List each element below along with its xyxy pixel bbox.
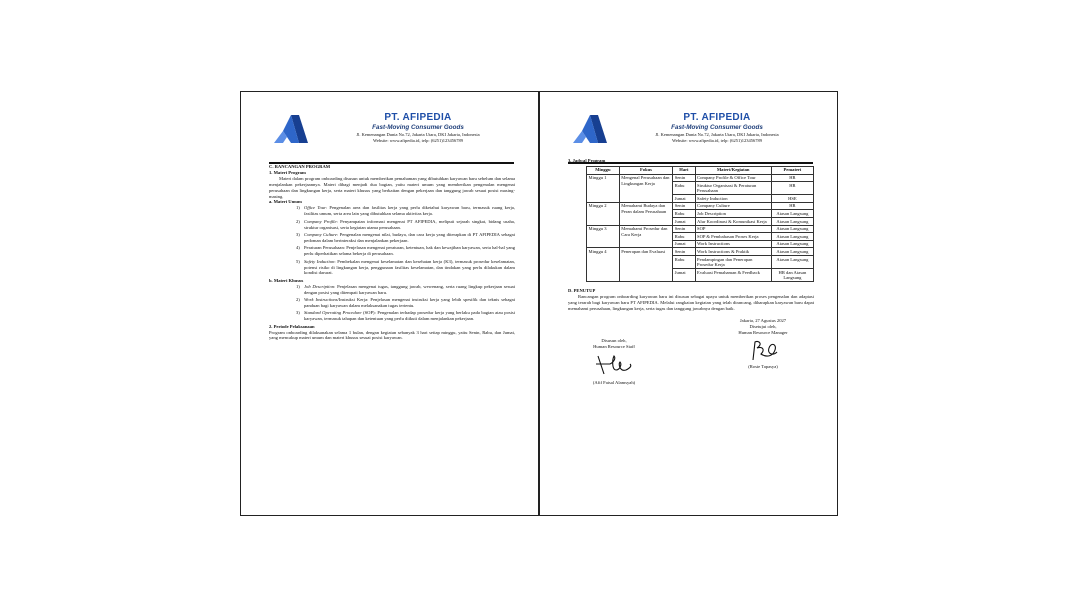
list-number: 1) — [296, 283, 300, 289]
list-number: 3) — [296, 231, 300, 237]
list-item-separator: : — [336, 218, 341, 224]
activity-cell: Struktur Organisasi & Peraturan Perusahaan — [695, 182, 771, 195]
company-website: Website: www.afipedia.id, telp: (6251)123456789 — [372, 138, 464, 143]
signature-label: Disetujui oleh, — [749, 324, 777, 330]
paragraph: Rancangan program onboarding karyawan baru ini disusun sebagai upaya untuk memberikan proses pengenalan dan adaptasi yang terarah bagi karyawan baru PT AFIPEDIA. Melalui rangkaian kegiatan yang telah dirancang, diharapkan karyawan baru dapat memahami perusahaan, lingkungan kerja, serta tugas dan tanggung jawabnya dengan baik. — [568, 294, 814, 312]
day-cell: Jumat — [673, 218, 695, 226]
list-item-title: Office Tour — [304, 205, 326, 211]
list-item-text: Pengenalan area dan fasilitas kerja yang perlu diketahui karyawan baru, termasuk ruang kerja, fasilitas umum, serta area lain yang dibutuhkan selama aktivitas kerja. — [304, 205, 515, 217]
list-item-title: Job Description — [304, 283, 335, 289]
list-number: 3) — [296, 310, 300, 316]
list-item — [296, 284, 515, 296]
company-website: Website: www.afipedia.id, telp: (6251)123456789 — [671, 138, 763, 143]
table-header-row — [587, 166, 814, 174]
focus-cell: Penerapan dan Evaluasi — [619, 248, 672, 282]
signature-date: Jakarta, 27 Agustus 2027 — [739, 318, 787, 324]
list-item-text: Penjelasan mengenai instruksi kerja yang lebih spesifik dan teknis sebagai panduan bagi karyawan dalam melaksanakan tugas tertentu. — [304, 297, 515, 308]
letterhead — [241, 106, 539, 158]
letterhead — [540, 106, 838, 158]
day-cell: Rabu — [673, 182, 695, 195]
activity-cell: Work Instructions — [695, 240, 771, 248]
table-row — [587, 225, 814, 233]
list-item-separator: (SOP): — [361, 310, 378, 316]
list-number: 2) — [296, 297, 300, 303]
activity-cell: Pendampingan dan Penerapan Prosedur Kerja — [695, 256, 771, 269]
activity-cell: Company Culture — [695, 202, 771, 210]
list-item-title: Standard Operating Procedure — [304, 310, 362, 316]
document-page-1 — [240, 91, 539, 516]
list-number: 5) — [296, 258, 300, 264]
activity-cell: Safety Induction — [695, 195, 771, 203]
speaker-cell: Atasan Langsung — [771, 210, 813, 218]
list-item — [296, 245, 515, 257]
materi-khusus-list — [296, 284, 515, 322]
table-row — [587, 248, 814, 256]
column-header: Pemateri — [771, 166, 813, 174]
company-tagline: Fast-Moving Consumer Goods — [671, 124, 763, 131]
speaker-cell: Atasan Langsung — [771, 248, 813, 256]
day-cell: Senin — [673, 174, 695, 182]
column-header: Materi/Kegiatan — [695, 166, 771, 174]
list-item-separator: : — [336, 231, 340, 237]
materi-umum-list — [296, 205, 515, 276]
company-name: PT. AFIPEDIA — [384, 112, 452, 123]
table-row — [587, 202, 814, 210]
day-cell: Rabu — [673, 256, 695, 269]
speaker-cell: Atasan Langsung — [771, 240, 813, 248]
signature-name: (Afif Faisal Alamsyah) — [592, 380, 636, 386]
list-item-title: Company Culture — [304, 231, 337, 237]
list-item-text: Pengenalan terhadap prosedur kerja yang berlaku pada bagian atau posisi karyawan, termasuk tahapan dan ketentuan yang perlu diikuti dalam menjalankan pekerjaan. — [304, 310, 515, 322]
signature-name: (Rosie Tapasya) — [748, 364, 778, 370]
speaker-cell: Atasan Langsung — [771, 233, 813, 241]
list-number: 1) — [296, 205, 300, 211]
day-cell: Senin — [673, 225, 695, 233]
list-number: 2) — [296, 218, 300, 224]
list-item-text: Penyampaian informasi mengenai PT AFIPEDIA, meliputi sejarah singkat, bidang usaha, struktur organisasi, serta kegiatan utama perusahaan. — [304, 218, 515, 230]
focus-cell: Mengenal Perusahaan dan Lingkungan Kerja — [619, 174, 672, 202]
column-header: Minggu — [587, 166, 620, 174]
list-item-title: Company Profile — [304, 218, 337, 224]
day-cell: Rabu — [673, 233, 695, 241]
week-cell: Minggu 2 — [587, 202, 620, 225]
speaker-cell: Atasan Langsung — [771, 256, 813, 269]
schedule-table — [586, 166, 814, 283]
section-heading: C. RANCANGAN PROGRAM — [269, 164, 331, 169]
company-address: Jl. Kemenangan Dunia No.72, Jakarta Utara, DKI Jakarta, Indonesia — [356, 132, 480, 137]
sub-heading: b. Materi Khusus — [269, 277, 304, 283]
day-cell: Jumat — [673, 269, 695, 282]
activity-cell: SOP & Pembahasan Proses Kerja — [695, 233, 771, 241]
section-heading: D. PENUTUP — [568, 288, 596, 294]
page-1-content — [269, 164, 515, 341]
activity-cell: Evaluasi Pemahaman & Feedback — [695, 269, 771, 282]
speaker-cell: HSE — [771, 195, 813, 203]
list-item-title: Safety Induction — [304, 258, 335, 264]
speaker-cell: Atasan Langsung — [771, 218, 813, 226]
list-item-separator: : — [334, 283, 338, 289]
focus-cell: Memahami Budaya dan Peran dalam Perusahaan — [619, 202, 672, 225]
speaker-cell: Atasan Langsung — [771, 225, 813, 233]
subsection-heading: 1. Materi Program — [269, 169, 306, 175]
signature-area — [568, 318, 814, 398]
activity-cell: Work Instructions & Praktik — [695, 248, 771, 256]
activity-cell: SOP — [695, 225, 771, 233]
list-item — [296, 232, 515, 244]
week-cell: Minggu 1 — [587, 174, 620, 202]
page-2-content — [568, 158, 814, 398]
day-cell: Jumat — [673, 195, 695, 203]
list-item-text: Peraturan Perusahaan: Penjelasan mengenai peraturan, ketentuan, hak dan kewajiban karyawan, serta hal-hal yang perlu diperhatikan selama bekerja di perusahaan. — [304, 245, 515, 257]
list-item-title: Work Instructions — [304, 297, 338, 303]
subsection-heading: 3. Jadwal Program — [568, 158, 606, 163]
day-cell: Rabu — [673, 210, 695, 218]
column-header: Hari — [673, 166, 695, 174]
column-header: Fokus — [619, 166, 672, 174]
left-signature-block — [576, 338, 652, 386]
company-tagline: Fast-Moving Consumer Goods — [372, 124, 464, 131]
list-item — [296, 205, 515, 217]
company-logo-icon — [572, 113, 608, 145]
list-item — [296, 219, 515, 231]
speaker-cell: HR dan Atasan Langsung — [771, 269, 813, 282]
list-item — [296, 259, 515, 277]
company-name: PT. AFIPEDIA — [683, 112, 751, 123]
activity-cell: Job Description — [695, 210, 771, 218]
subsection-heading: 2. Periode Pelaksanaan — [269, 323, 315, 329]
list-item-text: Pembekalan mengenai keselamatan dan kesehatan kerja (K3), termasuk prosedur keselamatan, potensi risiko di lingkungan kerja, penggunaan fasilitas keselamatan, dan tindakan yang perlu dilakukan dalam kondisi darurat. — [304, 258, 515, 276]
paragraph: Materi dalam program onboarding disusun untuk memberikan pemahaman yang dibutuhkan karyawan baru sebelum dan selama menjalankan pekerjaannya. Materi dibagi menjadi dua bagian, yaitu materi umum yang memberikan pengenalan mengenai perusahaan dan lingkungan kerja, serta materi khusus yang berkaitan dengan pekerjaan dan tanggung jawab sesuai posisi masing-masing. — [269, 175, 515, 199]
list-number: 4) — [296, 245, 300, 251]
signature-icon — [594, 352, 634, 378]
right-signature-block — [718, 318, 808, 370]
table-row — [587, 174, 814, 182]
day-cell: Jumat — [673, 240, 695, 248]
focus-cell: Memahami Prosedur dan Cara Kerja — [619, 225, 672, 248]
day-cell: Senin — [673, 202, 695, 210]
list-item-text: Pengenalan mengenai nilai, budaya, dan cara kerja yang diterapkan di PT AFIPEDIA sebagai pedoman dalam berinteraksi dan menjalankan pekerjaan. — [304, 231, 515, 243]
signature-role: Human Resource Manager — [738, 330, 788, 336]
speaker-cell: HR — [771, 182, 813, 195]
list-item-separator: /Instruksi Kerja: — [337, 297, 371, 303]
signature-label: Disusun oleh, — [601, 338, 627, 344]
signature-icon — [745, 338, 781, 362]
list-item — [296, 297, 515, 309]
company-logo-icon — [273, 113, 309, 145]
speaker-cell: HR — [771, 202, 813, 210]
week-cell: Minggu 4 — [587, 248, 620, 282]
paragraph: Program onboarding dilaksanakan selama 1 bulan, dengan kegiatan sebanyak 3 hari setiap minggu, yaitu Senin, Rabu, dan Jumat, yang mencakup materi umum dan materi khusus sesuai posisi karyawan. — [269, 329, 515, 341]
list-item — [296, 310, 515, 322]
document-page-2 — [539, 91, 838, 516]
signature-role: Human Resource Staff — [593, 344, 635, 350]
speaker-cell: HR — [771, 174, 813, 182]
day-cell: Senin — [673, 248, 695, 256]
activity-cell: Alur Koordinasi & Komunikasi Kerja — [695, 218, 771, 226]
sub-heading: a. Materi Umum — [269, 199, 302, 205]
week-cell: Minggu 3 — [587, 225, 620, 248]
list-item-separator: : — [325, 205, 330, 211]
company-address: Jl. Kemenangan Dunia No.72, Jakarta Utara, DKI Jakarta, Indonesia — [655, 132, 779, 137]
activity-cell: Company Profile & Office Tour — [695, 174, 771, 182]
list-item-separator: : — [334, 258, 338, 264]
list-item-text: Penjelasan mengenai tugas, tanggung jawab, wewenang, serta ruang lingkup pekerjaan sesuai dengan posisi yang ditempati karyawan baru. — [304, 283, 515, 295]
